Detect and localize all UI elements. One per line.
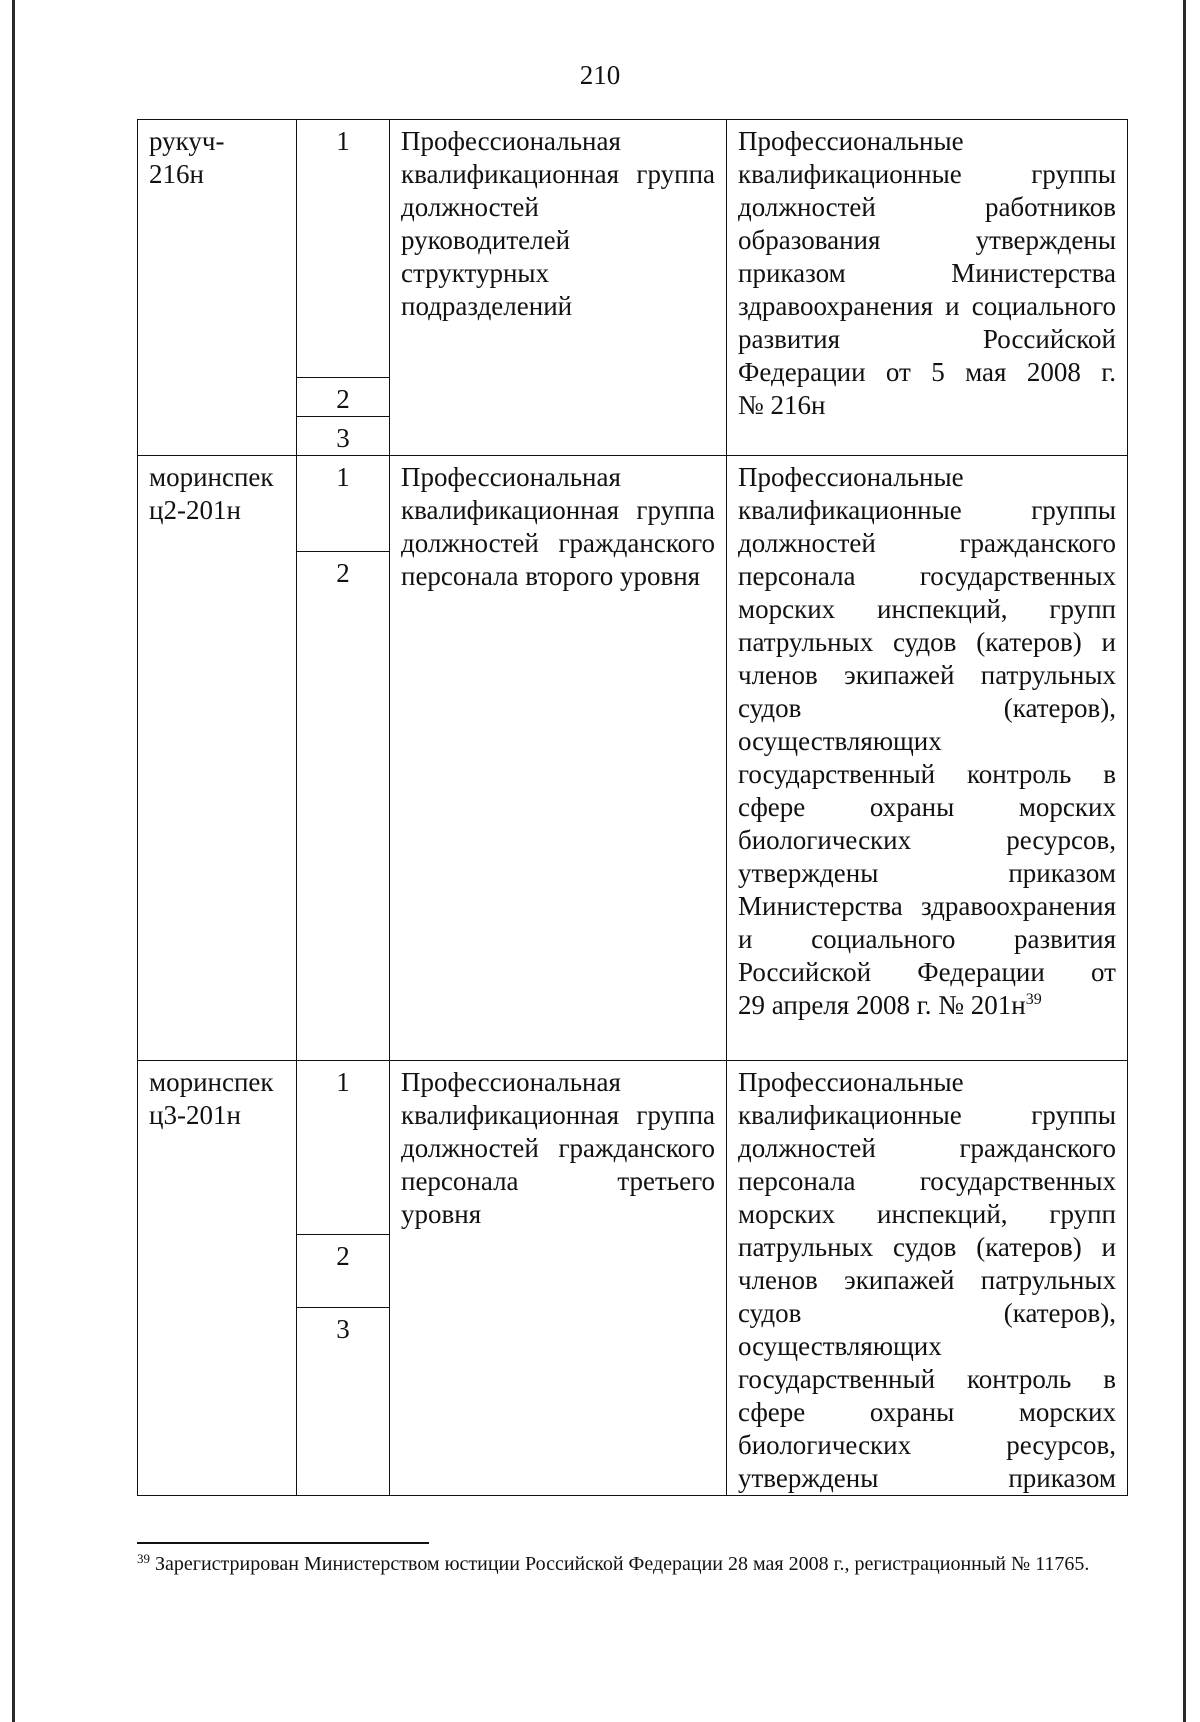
basis-line: Профессиональные: [738, 462, 964, 492]
legal-basis-cell: [727, 1061, 1128, 1496]
basis-line: сфере охраны морских: [738, 792, 1116, 822]
group-name-line: квалификационная группа: [401, 1100, 715, 1130]
basis-line: патрульных судов (катеров) и: [738, 627, 1116, 657]
group-name-line: квалификационная группа: [401, 159, 715, 189]
group-name-line: должностей гражданского: [401, 528, 715, 558]
basis-line: № 216н: [738, 390, 826, 420]
group-name-line: Профессиональная: [401, 462, 621, 492]
level-cell: 1: [297, 456, 390, 552]
group-name-line: структурных: [401, 258, 550, 288]
basis-line: должностей гражданского: [738, 1133, 1116, 1163]
qualification-table: [137, 119, 1128, 1496]
basis-line: биологических ресурсов,: [738, 1430, 1116, 1460]
basis-line: Министерства здравоохранения: [738, 891, 1116, 921]
basis-line: осуществляющих: [738, 1331, 942, 1361]
basis-line: персонала государственных: [738, 1166, 1116, 1196]
group-name-cell: [390, 1061, 727, 1496]
level-cell: 1: [297, 120, 390, 378]
basis-line: квалификационные группы: [738, 1100, 1116, 1130]
basis-line: морских инспекций, групп: [738, 594, 1116, 624]
basis-line: [738, 989, 1116, 1060]
group-code-line: рукуч-: [149, 126, 225, 156]
group-name-line: персонала второго уровня: [401, 561, 701, 591]
group-name-line: руководителей: [401, 225, 571, 255]
group-code-cell: [138, 1061, 297, 1496]
basis-line: биологических ресурсов,: [738, 825, 1116, 855]
basis-line: государственный контроль в: [738, 759, 1116, 789]
group-code-cell: [138, 456, 297, 1061]
basis-line: членов экипажей патрульных: [738, 660, 1116, 690]
basis-line: развития Российской: [738, 324, 1116, 354]
group-name-line: персонала третьего: [401, 1166, 715, 1196]
group-name-line: уровня: [401, 1199, 482, 1229]
footnote-divider: [137, 1542, 429, 1544]
group-name-line: квалификационная группа: [401, 495, 715, 525]
level-cell: 3: [297, 1307, 390, 1495]
footnote-number: 39: [137, 1551, 150, 1566]
group-name-line: подразделений: [401, 291, 573, 321]
page-number: 210: [579, 60, 621, 90]
basis-line: сфере охраны морских: [738, 1397, 1116, 1427]
table-row: [138, 120, 1128, 378]
group-name-cell: [390, 120, 727, 456]
basis-line: приказом Министерства: [738, 258, 1116, 288]
legal-basis-cell: [727, 120, 1128, 456]
basis-line: и социального развития: [738, 924, 1116, 954]
basis-line: государственный контроль в: [738, 1364, 1116, 1394]
basis-line: образования утверждены: [738, 225, 1116, 255]
footnote-text: Зарегистрирован Министерством юстиции Российской Федерации 28 мая 2008 г., регистрационный № 11765.: [155, 1553, 1090, 1575]
group-code-line: моринспек: [149, 1067, 274, 1097]
basis-line: судов (катеров),: [738, 693, 1116, 723]
basis-line: должностей гражданского: [738, 528, 1116, 558]
basis-line: Федерации от 5 мая 2008 г.: [738, 357, 1116, 387]
group-name-line: должностей гражданского: [401, 1133, 715, 1163]
level-cell: 1: [297, 1061, 390, 1235]
level-cell: 2: [297, 378, 390, 417]
basis-line: Профессиональные: [738, 1067, 964, 1097]
basis-line: здравоохранения и социального: [738, 291, 1116, 321]
level-cell: 2: [297, 552, 390, 1061]
group-name-line: должностей: [401, 192, 539, 222]
basis-line: утверждены приказом: [738, 1463, 1116, 1493]
basis-line: Профессиональные: [738, 126, 964, 156]
basis-line: морских инспекций, групп: [738, 1199, 1116, 1229]
footnote: [137, 1550, 1117, 1578]
group-code-line: 216н: [149, 159, 204, 189]
basis-line: квалификационные группы: [738, 159, 1116, 189]
legal-basis-cell: [727, 456, 1128, 1061]
basis-line: утверждены приказом: [738, 858, 1116, 888]
table-row: [138, 1061, 1128, 1235]
basis-line: персонала государственных: [738, 561, 1116, 591]
scan-left-edge: [12, 0, 15, 1722]
group-code-cell: [138, 120, 297, 456]
basis-line: членов экипажей патрульных: [738, 1265, 1116, 1295]
basis-line: патрульных судов (катеров) и: [738, 1232, 1116, 1262]
group-code-line: ц2-201н: [149, 495, 241, 525]
basis-line: осуществляющих: [738, 726, 942, 756]
basis-line: судов (катеров),: [738, 1298, 1116, 1328]
basis-text: 29 апреля 2008 г. № 201н: [738, 990, 1026, 1020]
basis-line: квалификационные группы: [738, 495, 1116, 525]
table-row: [138, 456, 1128, 552]
group-name-line: Профессиональная: [401, 126, 621, 156]
group-name-line: Профессиональная: [401, 1067, 621, 1097]
level-cell: 2: [297, 1234, 390, 1307]
basis-line: Российской Федерации от: [738, 957, 1116, 987]
footnote-reference: 39: [1025, 991, 1042, 1008]
basis-line: должностей работников: [738, 192, 1116, 222]
group-name-cell: [390, 456, 727, 1061]
group-code-line: моринспек: [149, 462, 274, 492]
group-code-line: ц3-201н: [149, 1100, 241, 1130]
scan-right-edge: [1183, 0, 1186, 1722]
level-cell: 3: [297, 417, 390, 456]
